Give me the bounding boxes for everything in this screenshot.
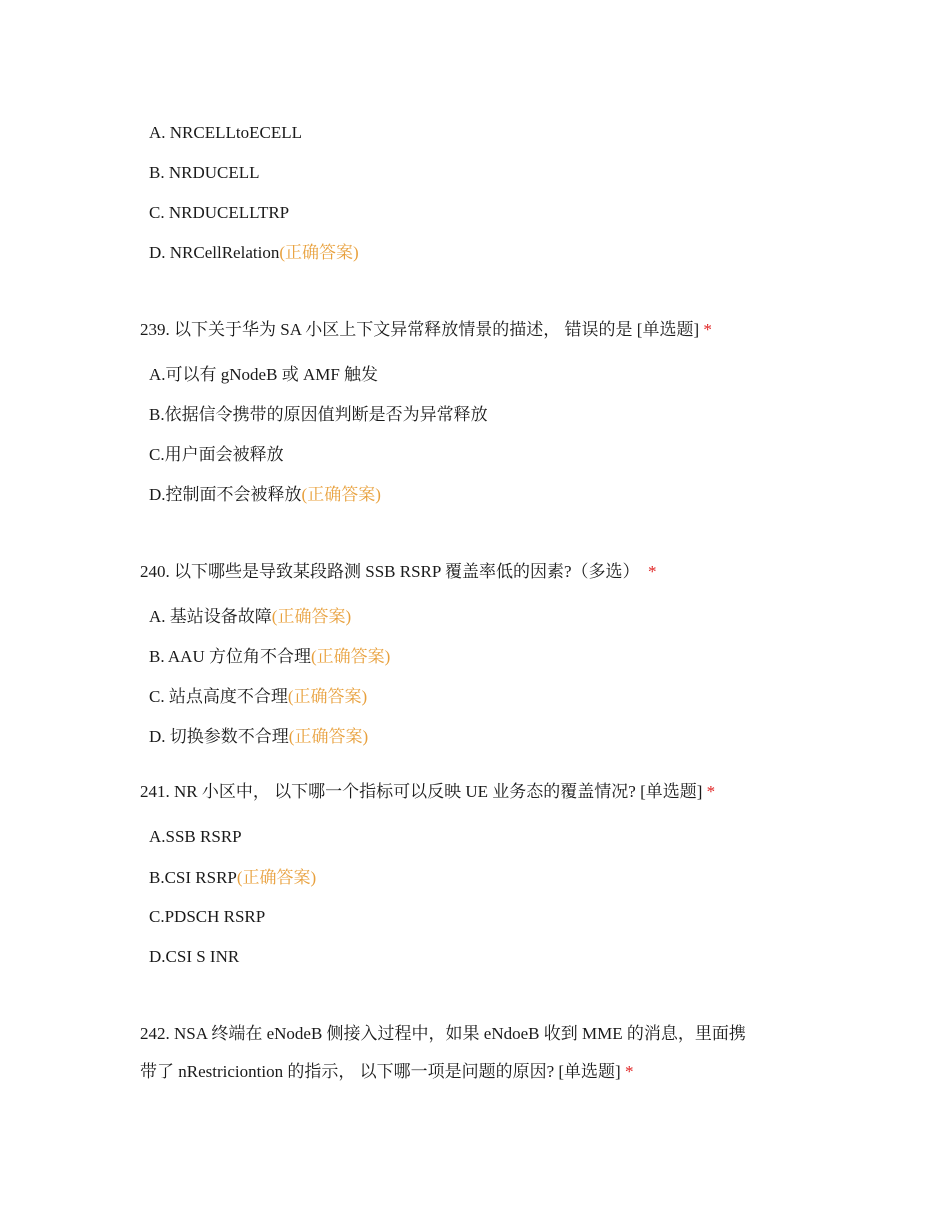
option-text: A. NRCELLtoECELL (149, 123, 302, 142)
option-text: C.PDSCH RSRP (149, 907, 266, 926)
option-item (149, 484, 381, 506)
option-text: D.CSI S INR (149, 947, 240, 966)
option-text: A.SSB RSRP (149, 827, 242, 846)
correct-answer-tag: (正确答案) (301, 485, 381, 504)
correct-answer-tag: (正确答案) (287, 687, 368, 706)
option-text: C.用户面会被释放 (149, 445, 284, 464)
question-text: 239. 以下关于华为 SA 小区上下文异常释放情景的描述， 错误的是 [单选题] (140, 320, 700, 339)
required-asterisk: * (703, 320, 712, 339)
question-text: 241. NR 小区中， 以下哪一个指标可以反映 UE 业务态的覆盖情况? [单选题] (140, 782, 703, 801)
required-asterisk: * (648, 562, 657, 581)
correct-answer-tag: (正确答案) (279, 243, 359, 262)
required-asterisk: * (706, 782, 716, 801)
question-text: 240. 以下哪些是导致某段路测 SSB RSRP 覆盖率低的因素?（多选） (140, 562, 640, 581)
option-text: A.可以有 gNodeB 或 AMF 触发 (149, 365, 379, 384)
option-item (149, 906, 265, 928)
question-241-title (140, 781, 715, 803)
option-text: B.CSI RSRP (149, 868, 237, 887)
option-item (149, 646, 390, 668)
option-text: B.依据信令携带的原因值判断是否为异常释放 (149, 405, 488, 424)
option-item (149, 686, 367, 708)
correct-answer-tag: (正确答案) (310, 647, 391, 666)
option-item (149, 162, 260, 184)
correct-answer-tag: (正确答案) (288, 727, 369, 746)
question-text: 带了 nRestriciontion 的指示， 以下哪一项是问题的原因? [单选题] (140, 1062, 621, 1081)
option-item (149, 946, 239, 968)
option-text: C. NRDUCELLTRP (149, 203, 290, 222)
option-text: A. 基站设备故障 (149, 607, 272, 626)
option-item (149, 242, 359, 264)
option-item (149, 444, 284, 466)
correct-answer-tag: (正确答案) (271, 607, 352, 626)
option-item (149, 867, 316, 889)
option-item (149, 726, 368, 748)
required-asterisk: * (624, 1062, 634, 1081)
question-242-title-line1 (140, 1023, 746, 1045)
option-item (149, 606, 351, 628)
question-240-title (140, 561, 657, 583)
question-239-title (140, 319, 712, 341)
question-242-title-line2 (140, 1061, 633, 1083)
option-item (149, 826, 242, 848)
option-text: C. 站点高度不合理 (149, 687, 288, 706)
correct-answer-tag: (正确答案) (236, 868, 317, 887)
question-text: 242. NSA 终端在 eNodeB 侧接入过程中，如果 eNdoeB 收到 MME 的消息，里面携 (140, 1024, 746, 1043)
option-text: B. NRDUCELL (149, 163, 260, 182)
option-item (149, 404, 488, 426)
option-text: D. NRCellRelation (149, 243, 280, 262)
option-item (149, 364, 378, 386)
option-text: D.控制面不会被释放 (149, 485, 302, 504)
option-item (149, 122, 302, 144)
option-text: B. AAU 方位角不合理 (149, 647, 311, 666)
option-text: D. 切换参数不合理 (149, 727, 289, 746)
option-item (149, 202, 289, 224)
